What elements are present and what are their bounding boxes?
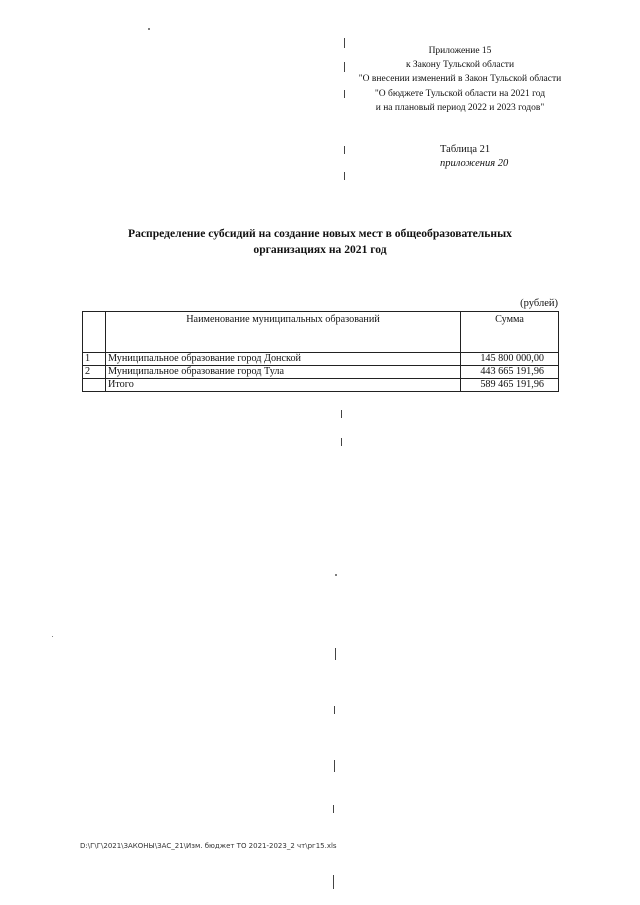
unit-label: (рублей) <box>520 298 558 309</box>
total-num <box>83 379 106 392</box>
scan-mark <box>334 706 335 714</box>
header-num <box>83 312 106 353</box>
total-sum: 589 465 191,96 <box>461 379 559 392</box>
scan-mark <box>333 805 334 813</box>
table-total-row <box>83 379 559 392</box>
appendix-line-3: "О внесении изменений в Закон Тульской области <box>358 74 562 85</box>
table-number: Таблица 21 <box>440 144 491 155</box>
table-row <box>83 353 559 366</box>
appendix-line-1: Приложение 15 <box>428 46 492 56</box>
document-title <box>80 226 560 257</box>
scan-mark <box>333 875 334 889</box>
scan-mark <box>334 760 335 772</box>
table-reference <box>440 143 550 171</box>
scan-mark <box>335 648 336 660</box>
file-path-footer: D:\Г\Г\2021\ЗАКОНЫ\ЗАС_21\Изм. бюджет ТО 2021-2023_2 чт\рг15.xls <box>80 842 337 850</box>
scan-mark <box>344 62 345 72</box>
table-header-row <box>83 312 559 353</box>
appendix-line-5: и на плановый период 2022 и 2023 годов" <box>375 102 545 113</box>
subsidy-table <box>82 311 559 392</box>
scan-mark <box>344 38 345 48</box>
scan-mark <box>344 90 345 98</box>
total-label: Итого <box>106 379 461 392</box>
row-num: 1 <box>83 353 106 366</box>
row-name: Муниципальное образование город Донской <box>106 353 461 366</box>
scan-mark <box>341 438 342 446</box>
appendix-header <box>340 44 580 115</box>
appendix-line-2: к Закону Тульской области <box>405 60 515 71</box>
table-appendix-ref: приложения 20 <box>440 158 509 169</box>
scan-dot <box>52 636 53 637</box>
scan-dot <box>335 574 337 576</box>
row-sum: 443 665 191,96 <box>461 366 559 379</box>
scan-mark <box>344 172 345 180</box>
title-line-1: Распределение субсидий на создание новых мест в общеобразовательных <box>128 227 512 240</box>
row-sum: 145 800 000,00 <box>461 353 559 366</box>
title-line-2: организациях на 2021 год <box>253 242 387 256</box>
scan-mark <box>344 146 345 154</box>
table-row <box>83 366 559 379</box>
header-sum: Сумма <box>461 312 559 353</box>
appendix-line-4: "О бюджете Тульской области на 2021 год <box>374 88 546 99</box>
scan-dot <box>148 28 150 30</box>
row-num: 2 <box>83 366 106 379</box>
row-name: Муниципальное образование город Тула <box>106 366 461 379</box>
header-name: Наименование муниципальных образований <box>106 312 461 353</box>
scan-mark <box>341 410 342 418</box>
